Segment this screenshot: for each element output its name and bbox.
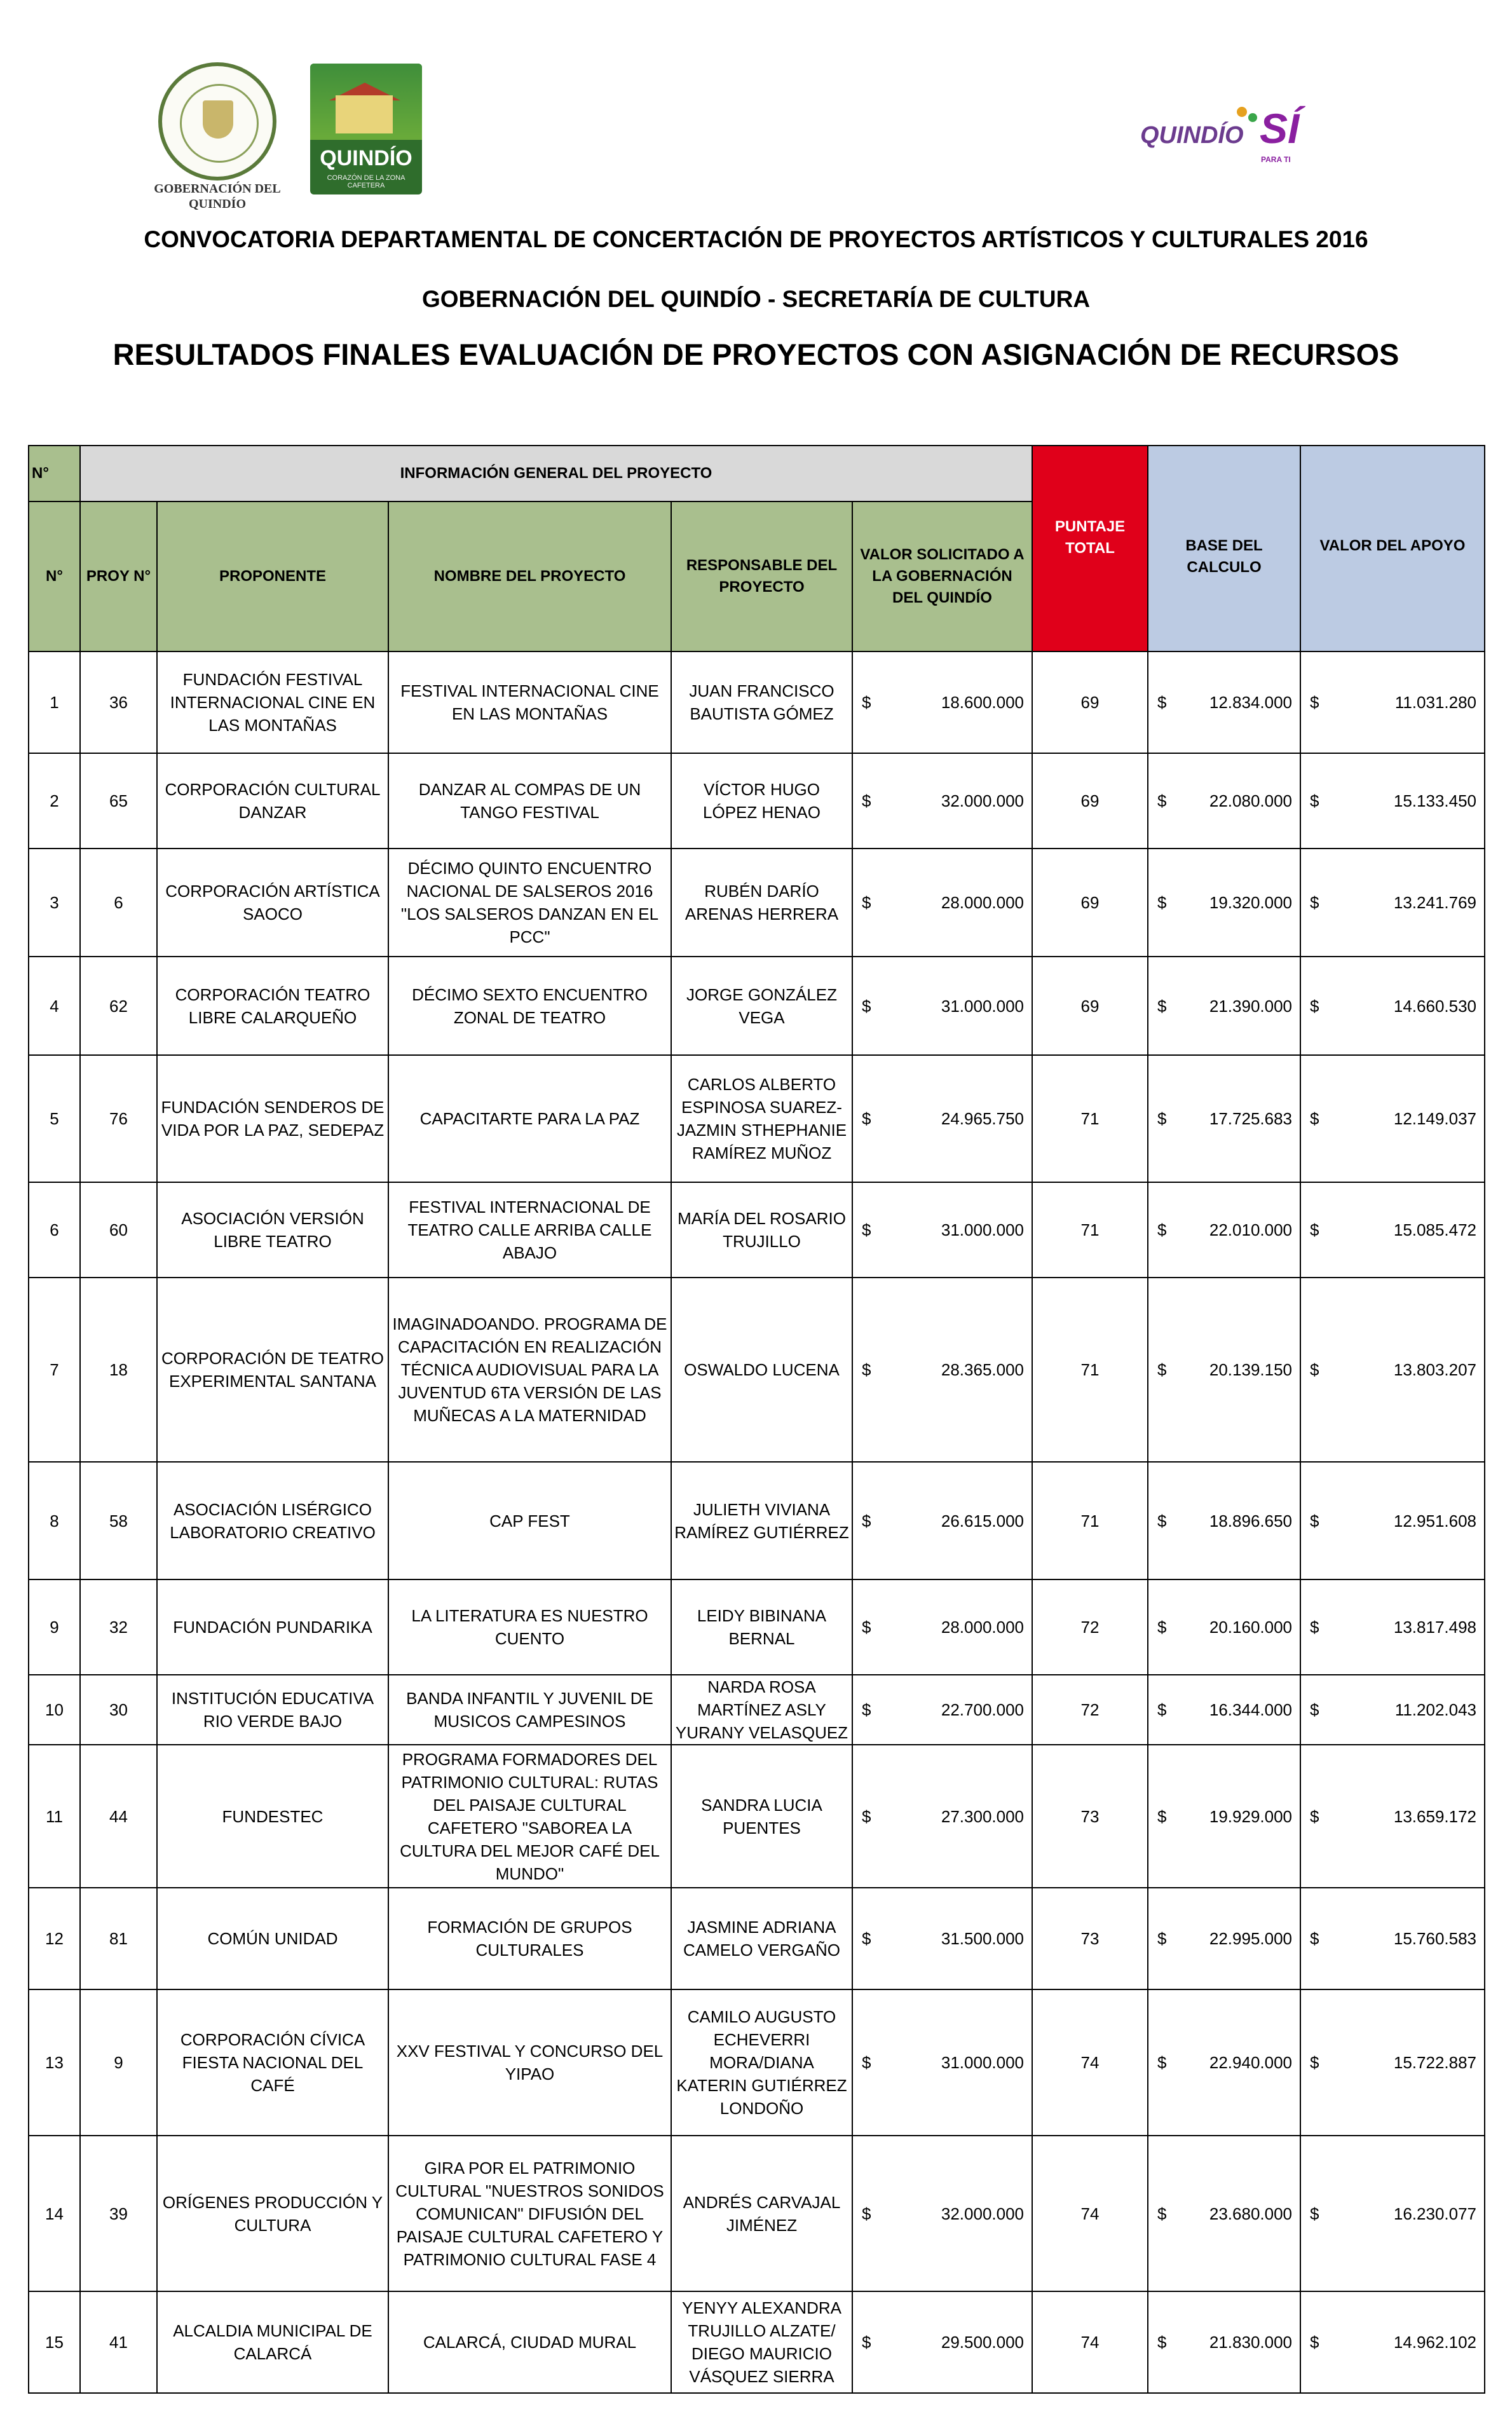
base-calculo-cell: [1148, 957, 1300, 1055]
responsable-cell: NARDA ROSA MARTÍNEZ ASLY YURANY VELASQUEZ: [671, 1675, 852, 1745]
base-calculo-cell: [1148, 1675, 1300, 1745]
project-name-cell: DÉCIMO SEXTO ENCUENTRO ZONAL DE TEATRO: [388, 957, 671, 1055]
row-number: 11: [29, 1745, 80, 1888]
valor-solicitado-cell: [852, 1989, 1032, 2136]
currency-symbol: $: [862, 2333, 871, 2352]
project-name-cell: LA LITERATURA ES NUESTRO CUENTO: [388, 1579, 671, 1675]
currency-symbol: $: [1310, 791, 1319, 810]
responsable-cell: VÍCTOR HUGO LÓPEZ HENAO: [671, 753, 852, 849]
proponente-cell: CORPORACIÓN ARTÍSTICA SAOCO: [157, 849, 388, 957]
proponente-cell: ASOCIACIÓN VERSIÓN LIBRE TEATRO: [157, 1182, 388, 1278]
currency-symbol: $: [1157, 791, 1167, 810]
currency-symbol: $: [1157, 1360, 1167, 1379]
proponente-header: PROPONENTE: [157, 501, 388, 651]
table-row: [29, 849, 1485, 957]
valor-solicitado-cell: [852, 1579, 1032, 1675]
amount: 15.133.450: [1393, 791, 1477, 810]
project-number: 36: [80, 651, 157, 753]
para-ti-text: PARA TI: [1261, 155, 1291, 164]
proponente-cell: FUNDACIÓN PUNDARIKA: [157, 1579, 388, 1675]
currency-symbol: $: [1310, 1109, 1319, 1128]
valor-apoyo-cell: [1300, 1055, 1485, 1182]
currency-symbol: $: [862, 1929, 871, 1948]
puntaje-cell: 69: [1032, 753, 1148, 849]
proponente-cell: ALCALDIA MUNICIPAL DE CALARCÁ: [157, 2291, 388, 2393]
project-name-cell: PROGRAMA FORMADORES DEL PATRIMONIO CULTURAL: RUTAS DEL PAISAJE CULTURAL CAFETERO "SABOREA LA CULTURA DEL MEJOR CAFÉ DEL MUNDO": [388, 1745, 671, 1888]
amount: 21.830.000: [1209, 2333, 1293, 2352]
amount: 28.000.000: [941, 1618, 1025, 1637]
table-row: [29, 651, 1485, 753]
table-row: [29, 1888, 1485, 1989]
row-number: 12: [29, 1888, 80, 1989]
amount: 32.000.000: [941, 791, 1025, 810]
proponente-cell: ORÍGENES PRODUCCIÓN Y CULTURA: [157, 2136, 388, 2291]
puntaje-cell: 72: [1032, 1579, 1148, 1675]
currency-symbol: $: [1157, 2333, 1167, 2352]
project-number: 58: [80, 1462, 157, 1579]
amount: 28.000.000: [941, 893, 1025, 912]
base-calculo-cell: [1148, 1182, 1300, 1278]
base-calculo-cell: [1148, 1579, 1300, 1675]
currency-symbol: $: [1310, 1511, 1319, 1531]
amount: 13.803.207: [1393, 1360, 1477, 1379]
project-number: 65: [80, 753, 157, 849]
base-calculo-cell: [1148, 1462, 1300, 1579]
row-number: 9: [29, 1579, 80, 1675]
table-row: [29, 2291, 1485, 2393]
table-row: [29, 1989, 1485, 2136]
puntaje-cell: 69: [1032, 957, 1148, 1055]
resultados-title: RESULTADOS FINALES EVALUACIÓN DE PROYECTOS CON ASIGNACIÓN DE RECURSOS: [112, 338, 1400, 371]
base-calculo-cell: [1148, 2136, 1300, 2291]
amount: 16.344.000: [1209, 1700, 1293, 1719]
amount: 15.722.887: [1393, 2053, 1477, 2072]
table-row: [29, 1462, 1485, 1579]
project-number: 41: [80, 2291, 157, 2393]
currency-symbol: $: [1310, 1929, 1319, 1948]
amount: 31.000.000: [941, 996, 1025, 1016]
currency-symbol: $: [862, 2204, 871, 2223]
logo-caption: QUINDÍO: [188, 197, 246, 211]
proponente-cell: CORPORACIÓN DE TEATRO EXPERIMENTAL SANTANA: [157, 1278, 388, 1462]
base-calculo-cell: [1148, 753, 1300, 849]
amount: 13.817.498: [1393, 1618, 1477, 1637]
responsable-cell: JASMINE ADRIANA CAMELO VERGAÑO: [671, 1888, 852, 1989]
project-number: 18: [80, 1278, 157, 1462]
base-calculo-cell: [1148, 1989, 1300, 2136]
valor-solicitado-cell: [852, 1182, 1032, 1278]
amount: 27.300.000: [941, 1806, 1025, 1826]
quindio-logo-subtext: CORAZÓN DE LA ZONA CAFETERA: [327, 174, 405, 189]
amount: 19.929.000: [1209, 1806, 1293, 1826]
valor-apoyo-cell: [1300, 753, 1485, 849]
secretaria-title: GOBERNACIÓN DEL QUINDÍO - SECRETARÍA DE CULTURA: [421, 286, 1091, 312]
amount: 13.659.172: [1393, 1806, 1477, 1826]
project-name-cell: XXV FESTIVAL Y CONCURSO DEL YIPAO: [388, 1989, 671, 2136]
currency-symbol: $: [1157, 1109, 1167, 1128]
amount: 14.962.102: [1393, 2333, 1477, 2352]
puntaje-cell: 72: [1032, 1675, 1148, 1745]
currency-symbol: $: [1310, 1220, 1319, 1239]
currency-symbol: $: [1310, 1360, 1319, 1379]
valor-solicitado-cell: [852, 849, 1032, 957]
quindio-logo-text: QUINDÍO: [320, 146, 412, 170]
project-name-cell: IMAGINADOANDO. PROGRAMA DE CAPACITACIÓN EN REALIZACIÓN TÉCNICA AUDIOVISUAL PARA LA JUVENTUD 6TA VERSIÓN DE LAS MUÑECAS A LA MATERNIDAD: [388, 1278, 671, 1462]
puntaje-cell: 71: [1032, 1278, 1148, 1462]
valor-apoyo-cell: [1300, 849, 1485, 957]
base-calculo-cell: [1148, 1278, 1300, 1462]
puntaje-cell: 73: [1032, 1888, 1148, 1989]
valor-apoyo-cell: [1300, 1675, 1485, 1745]
table-row: [29, 1278, 1485, 1462]
currency-symbol: $: [1157, 1220, 1167, 1239]
puntaje-cell: 74: [1032, 2291, 1148, 2393]
base-header: BASE DEL CALCULO: [1148, 446, 1300, 651]
table-row: [29, 957, 1485, 1055]
currency-symbol: $: [862, 2053, 871, 2072]
currency-symbol: $: [862, 1360, 871, 1379]
amount: 13.241.769: [1393, 893, 1477, 912]
proy-header: PROY N°: [80, 501, 157, 651]
currency-symbol: $: [862, 791, 871, 810]
puntaje-cell: 74: [1032, 1989, 1148, 2136]
project-name-cell: GIRA POR EL PATRIMONIO CULTURAL "NUESTROS SONIDOS COMUNICAN" DIFUSIÓN DEL PAISAJE CULTURAL CAFETERO Y PATRIMONIO CULTURAL FASE 4: [388, 2136, 671, 2291]
convocatoria-title: CONVOCATORIA DEPARTAMENTAL DE CONCERTACIÓN DE PROYECTOS ARTÍSTICOS Y CULTURALES 2016: [144, 226, 1368, 252]
amount: 20.139.150: [1209, 1360, 1293, 1379]
amount: 12.951.608: [1393, 1511, 1477, 1531]
puntaje-header: PUNTAJE TOTAL: [1032, 446, 1148, 651]
row-number: 6: [29, 1182, 80, 1278]
amount: 15.085.472: [1393, 1220, 1477, 1239]
base-calculo-cell: [1148, 2291, 1300, 2393]
valor-apoyo-cell: [1300, 1278, 1485, 1462]
base-calculo-cell: [1148, 1888, 1300, 1989]
row-number: 5: [29, 1055, 80, 1182]
valor-apoyo-cell: [1300, 1182, 1485, 1278]
proponente-cell: ASOCIACIÓN LISÉRGICO LABORATORIO CREATIVO: [157, 1462, 388, 1579]
amount: 19.320.000: [1209, 893, 1293, 912]
project-name-cell: CAPACITARTE PARA LA PAZ: [388, 1055, 671, 1182]
responsable-cell: YENYY ALEXANDRA TRUJILLO ALZATE/ DIEGO MAURICIO VÁSQUEZ SIERRA: [671, 2291, 852, 2393]
row-number: 4: [29, 957, 80, 1055]
project-name-cell: CALARCÁ, CIUDAD MURAL: [388, 2291, 671, 2393]
currency-symbol: $: [862, 1109, 871, 1128]
amount: 15.760.583: [1393, 1929, 1477, 1948]
row-number: 7: [29, 1278, 80, 1462]
row-number: 2: [29, 753, 80, 849]
proponente-cell: CORPORACIÓN CULTURAL DANZAR: [157, 753, 388, 849]
responsable-cell: OSWALDO LUCENA: [671, 1278, 852, 1462]
logo-bar: [0, 0, 1512, 210]
amount: 14.660.530: [1393, 996, 1477, 1016]
project-number: 6: [80, 849, 157, 957]
base-calculo-cell: [1148, 849, 1300, 957]
currency-symbol: $: [1157, 2204, 1167, 2223]
project-name-cell: FORMACIÓN DE GRUPOS CULTURALES: [388, 1888, 671, 1989]
amount: 28.365.000: [941, 1360, 1025, 1379]
valor-solicitado-cell: [852, 1888, 1032, 1989]
valor-solicitado-cell: [852, 753, 1032, 849]
valor-apoyo-cell: [1300, 2291, 1485, 2393]
row-number: 10: [29, 1675, 80, 1745]
results-table: [28, 445, 1485, 2394]
amount: 22.995.000: [1209, 1929, 1293, 1948]
valor-solicitado-header: VALOR SOLICITADO A LA GOBERNACIÓN DEL QUINDÍO: [852, 501, 1032, 651]
group-header: INFORMACIÓN GENERAL DEL PROYECTO: [80, 446, 1032, 501]
project-number: 39: [80, 2136, 157, 2291]
amount: 32.000.000: [941, 2204, 1025, 2223]
amount: 22.080.000: [1209, 791, 1293, 810]
puntaje-cell: 73: [1032, 1745, 1148, 1888]
amount: 18.600.000: [941, 693, 1025, 712]
valor-apoyo-cell: [1300, 1989, 1485, 2136]
currency-symbol: $: [1157, 1618, 1167, 1637]
currency-symbol: $: [1310, 2333, 1319, 2352]
amount: 29.500.000: [941, 2333, 1025, 2352]
amount: 24.965.750: [941, 1109, 1025, 1128]
currency-symbol: $: [1310, 2204, 1319, 2223]
row-number: 1: [29, 651, 80, 753]
base-calculo-cell: [1148, 1745, 1300, 1888]
valor-solicitado-cell: [852, 1278, 1032, 1462]
quindio-logo: [310, 64, 422, 194]
proponente-cell: FUNDACIÓN FESTIVAL INTERNACIONAL CINE EN LAS MONTAÑAS: [157, 651, 388, 753]
amount: 12.834.000: [1209, 693, 1293, 712]
nombre-header: NOMBRE DEL PROYECTO: [388, 501, 671, 651]
project-name-cell: CAP FEST: [388, 1462, 671, 1579]
apoyo-header: VALOR DEL APOYO: [1300, 446, 1485, 651]
responsable-cell: CARLOS ALBERTO ESPINOSA SUAREZ- JAZMIN STHEPHANIE RAMÍREZ MUÑOZ: [671, 1055, 852, 1182]
puntaje-cell: 71: [1032, 1462, 1148, 1579]
project-number: 60: [80, 1182, 157, 1278]
responsable-cell: ANDRÉS CARVAJAL JIMÉNEZ: [671, 2136, 852, 2291]
puntaje-cell: 69: [1032, 651, 1148, 753]
amount: 31.500.000: [941, 1929, 1025, 1948]
puntaje-cell: 71: [1032, 1055, 1148, 1182]
currency-symbol: $: [862, 1618, 871, 1637]
amount: 26.615.000: [941, 1511, 1025, 1531]
currency-symbol: $: [862, 693, 871, 712]
currency-symbol: $: [1310, 1700, 1319, 1719]
project-number: 9: [80, 1989, 157, 2136]
amount: 22.940.000: [1209, 2053, 1293, 2072]
amount: 11.202.043: [1394, 1700, 1477, 1719]
n-header: N°: [29, 501, 80, 651]
row-number: 13: [29, 1989, 80, 2136]
amount: 21.390.000: [1209, 996, 1293, 1016]
top-n-header: N°: [29, 446, 80, 501]
si-mark: SÍ: [1260, 105, 1300, 152]
currency-symbol: $: [1310, 1806, 1319, 1826]
responsable-cell: RUBÉN DARÍO ARENAS HERRERA: [671, 849, 852, 957]
table-row: [29, 1675, 1485, 1745]
currency-symbol: $: [1310, 1618, 1319, 1637]
row-number: 3: [29, 849, 80, 957]
currency-symbol: $: [862, 1700, 871, 1719]
row-number: 15: [29, 2291, 80, 2393]
currency-symbol: $: [1157, 996, 1167, 1016]
currency-symbol: $: [1157, 1929, 1167, 1948]
responsable-cell: JORGE GONZÁLEZ VEGA: [671, 957, 852, 1055]
quindio-si-logo: [1135, 94, 1313, 170]
table-row: [29, 2136, 1485, 2291]
amount: 22.700.000: [941, 1700, 1025, 1719]
currency-symbol: $: [862, 893, 871, 912]
currency-symbol: $: [1157, 2053, 1167, 2072]
row-number: 8: [29, 1462, 80, 1579]
project-number: 30: [80, 1675, 157, 1745]
logo-caption: GOBERNACIÓN DEL: [154, 182, 281, 196]
project-number: 32: [80, 1579, 157, 1675]
currency-symbol: $: [1157, 1700, 1167, 1719]
amount: 23.680.000: [1209, 2204, 1293, 2223]
responsable-cell: MARÍA DEL ROSARIO TRUJILLO: [671, 1182, 852, 1278]
amount: 17.725.683: [1209, 1109, 1293, 1128]
currency-symbol: $: [1157, 893, 1167, 912]
proponente-cell: COMÚN UNIDAD: [157, 1888, 388, 1989]
proponente-cell: CORPORACIÓN TEATRO LIBRE CALARQUEÑO: [157, 957, 388, 1055]
project-number: 62: [80, 957, 157, 1055]
currency-symbol: $: [862, 1806, 871, 1826]
currency-symbol: $: [1310, 996, 1319, 1016]
valor-apoyo-cell: [1300, 1579, 1485, 1675]
valor-apoyo-cell: [1300, 1462, 1485, 1579]
base-calculo-cell: [1148, 651, 1300, 753]
proponente-cell: FUNDESTEC: [157, 1745, 388, 1888]
project-name-cell: DANZAR AL COMPAS DE UN TANGO FESTIVAL: [388, 753, 671, 849]
valor-apoyo-cell: [1300, 2136, 1485, 2291]
currency-symbol: $: [862, 1220, 871, 1239]
puntaje-cell: 69: [1032, 849, 1148, 957]
base-calculo-cell: [1148, 1055, 1300, 1182]
amount: 31.000.000: [941, 1220, 1025, 1239]
proponente-cell: INSTITUCIÓN EDUCATIVA RIO VERDE BAJO: [157, 1675, 388, 1745]
table-row: [29, 753, 1485, 849]
valor-apoyo-cell: [1300, 1888, 1485, 1989]
puntaje-cell: 71: [1032, 1182, 1148, 1278]
valor-apoyo-cell: [1300, 1745, 1485, 1888]
project-name-cell: BANDA INFANTIL Y JUVENIL DE MUSICOS CAMPESINOS: [388, 1675, 671, 1745]
currency-symbol: $: [1157, 1511, 1167, 1531]
proponente-cell: CORPORACIÓN CÍVICA FIESTA NACIONAL DEL CAFÉ: [157, 1989, 388, 2136]
valor-solicitado-cell: [852, 651, 1032, 753]
seal-icon: [158, 62, 276, 181]
project-name-cell: FESTIVAL INTERNACIONAL CINE EN LAS MONTAÑAS: [388, 651, 671, 753]
amount: 11.031.280: [1394, 693, 1477, 712]
valor-solicitado-cell: [852, 1055, 1032, 1182]
currency-symbol: $: [1310, 893, 1319, 912]
project-number: 81: [80, 1888, 157, 1989]
responsable-cell: CAMILO AUGUSTO ECHEVERRI MORA/DIANA KATERIN GUTIÉRREZ LONDOÑO: [671, 1989, 852, 2136]
responsable-header: RESPONSABLE DEL PROYECTO: [671, 501, 852, 651]
table-row: [29, 1055, 1485, 1182]
currency-symbol: $: [1157, 693, 1167, 712]
table-row: [29, 1182, 1485, 1278]
currency-symbol: $: [862, 1511, 871, 1531]
proponente-cell: FUNDACIÓN SENDEROS DE VIDA POR LA PAZ, SEDEPAZ: [157, 1055, 388, 1182]
valor-solicitado-cell: [852, 1462, 1032, 1579]
table-body: [29, 651, 1485, 2393]
valor-apoyo-cell: [1300, 651, 1485, 753]
project-number: 76: [80, 1055, 157, 1182]
responsable-cell: LEIDY BIBINANA BERNAL: [671, 1579, 852, 1675]
table-row: [29, 1745, 1485, 1888]
project-number: 44: [80, 1745, 157, 1888]
valor-solicitado-cell: [852, 1675, 1032, 1745]
responsable-cell: JUAN FRANCISCO BAUTISTA GÓMEZ: [671, 651, 852, 753]
responsable-cell: JULIETH VIVIANA RAMÍREZ GUTIÉRREZ: [671, 1462, 852, 1579]
project-name-cell: FESTIVAL INTERNACIONAL DE TEATRO CALLE ARRIBA CALLE ABAJO: [388, 1182, 671, 1278]
currency-symbol: $: [1310, 2053, 1319, 2072]
valor-solicitado-cell: [852, 2136, 1032, 2291]
currency-symbol: $: [1157, 1806, 1167, 1826]
valor-solicitado-cell: [852, 1745, 1032, 1888]
row-number: 14: [29, 2136, 80, 2291]
project-name-cell: DÉCIMO QUINTO ENCUENTRO NACIONAL DE SALSEROS 2016 "LOS SALSEROS DANZAN EN EL PCC": [388, 849, 671, 957]
amount: 16.230.077: [1393, 2204, 1477, 2223]
amount: 20.160.000: [1209, 1618, 1293, 1637]
amount: 31.000.000: [941, 2053, 1025, 2072]
gobernacion-quindio-logo: [150, 62, 285, 211]
amount: 18.896.650: [1209, 1511, 1293, 1531]
valor-solicitado-cell: [852, 957, 1032, 1055]
currency-symbol: $: [862, 996, 871, 1016]
amount: 22.010.000: [1209, 1220, 1293, 1239]
quindio-si-text: QUINDÍO: [1140, 122, 1244, 149]
table-row: [29, 1579, 1485, 1675]
valor-solicitado-cell: [852, 2291, 1032, 2393]
valor-apoyo-cell: [1300, 957, 1485, 1055]
amount: 12.149.037: [1393, 1109, 1477, 1128]
currency-symbol: $: [1310, 693, 1319, 712]
responsable-cell: SANDRA LUCIA PUENTES: [671, 1745, 852, 1888]
puntaje-cell: 74: [1032, 2136, 1148, 2291]
